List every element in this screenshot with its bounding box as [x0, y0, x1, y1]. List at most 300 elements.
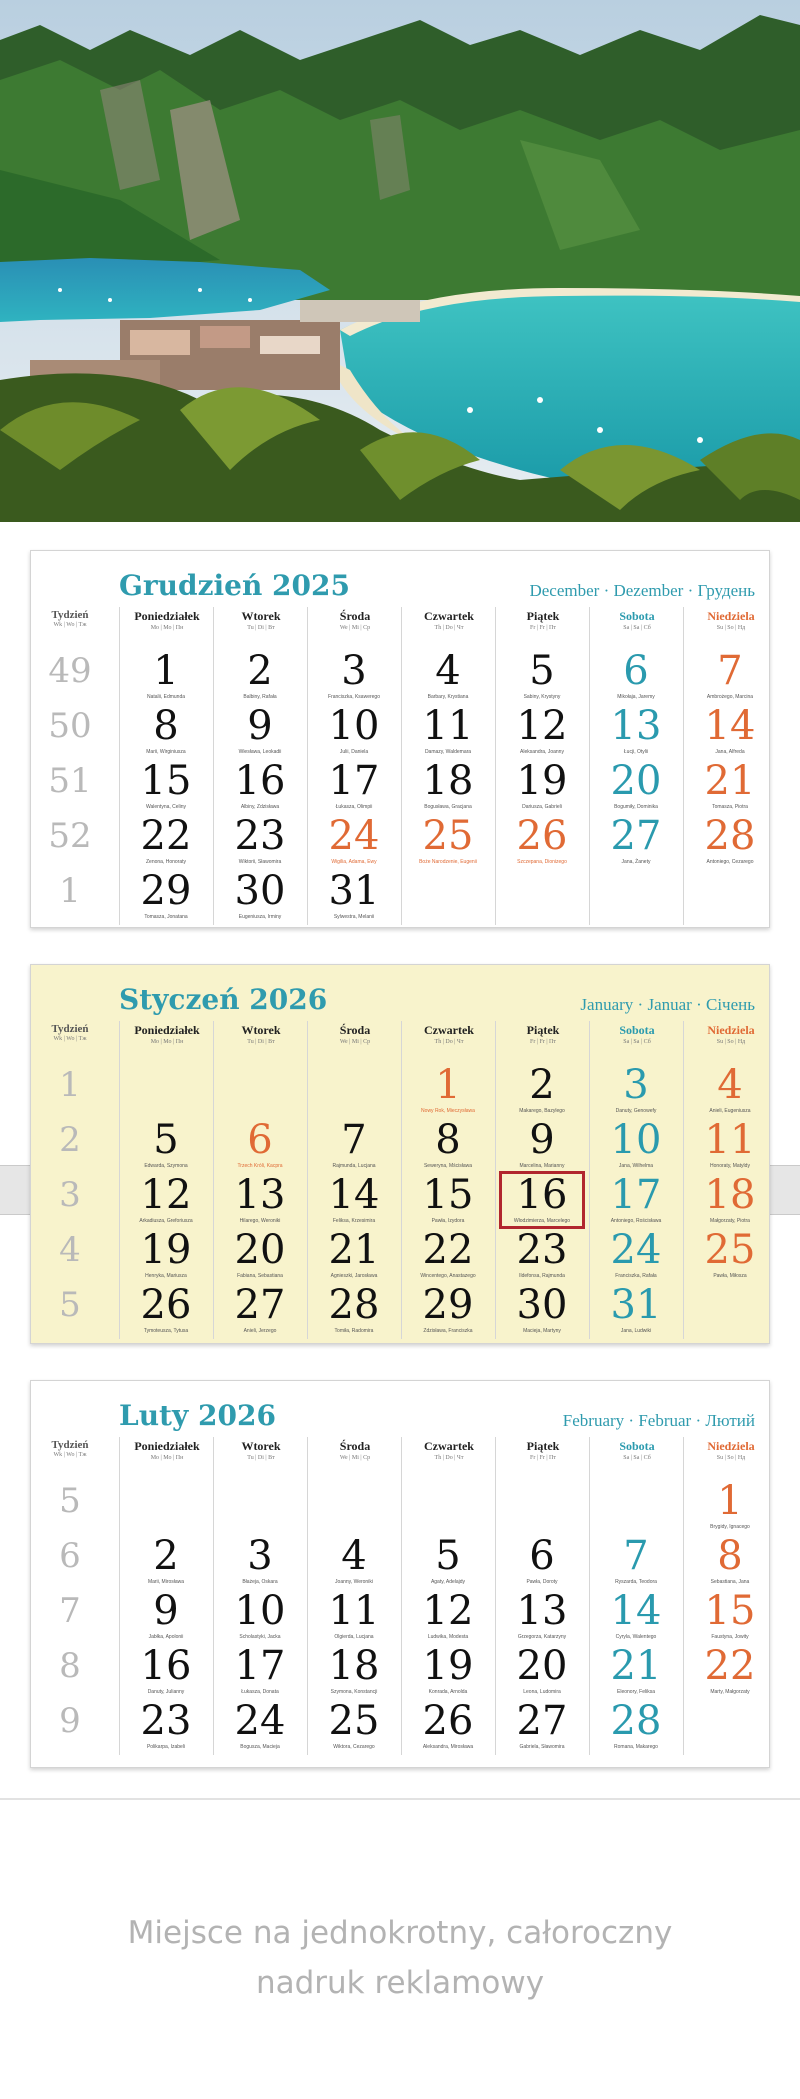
name-day: Brygidy, Ignacego: [710, 1524, 750, 1530]
day-number: 5: [153, 1117, 179, 1163]
day-cell[interactable]: [119, 1228, 213, 1280]
name-day: Franciszka, Ksawerego: [328, 694, 380, 700]
day-number: 20: [610, 758, 662, 804]
name-day: Trzech Króli, Kacpra: [237, 1163, 283, 1169]
weekday-label: Wtorek: [241, 1023, 281, 1037]
name-day: Tomasza, Piotra: [712, 804, 748, 810]
day-number: 14: [610, 1588, 662, 1634]
day-cell[interactable]: [683, 704, 770, 756]
month-panel-january: [30, 964, 770, 1344]
day-number: 19: [140, 1227, 192, 1273]
name-day: Bogusza, Macieja: [240, 1744, 280, 1750]
day-cell[interactable]: [119, 759, 213, 811]
day-cell[interactable]: [213, 1283, 307, 1335]
weekday-subtitle: We | Mi | Ср: [339, 1039, 371, 1045]
day-number: 10: [328, 703, 380, 749]
day-cell[interactable]: [589, 1228, 683, 1280]
name-day: Wincentego, Anastazego: [420, 1273, 476, 1279]
day-cell[interactable]: [213, 814, 307, 866]
day-number: 2: [247, 648, 273, 694]
name-day: Franciszka, Rafała: [615, 1273, 657, 1279]
day-number: 14: [328, 1172, 380, 1218]
name-day: Tomasza, Jonatana: [144, 914, 188, 920]
day-cell[interactable]: [495, 1589, 589, 1641]
day-cell[interactable]: [401, 704, 495, 756]
today-marker: [499, 1171, 585, 1229]
day-number: 7: [341, 1117, 367, 1163]
week-number: 52: [48, 816, 92, 856]
name-day: Ludwika, Modesta: [427, 1634, 469, 1640]
day-number: 13: [234, 1172, 286, 1218]
day-cell[interactable]: [119, 1699, 213, 1751]
week-number: 5: [59, 1285, 81, 1325]
day-cell[interactable]: [683, 759, 770, 811]
day-cell[interactable]: [213, 704, 307, 756]
name-day: Wiesława, Leokadii: [238, 749, 282, 755]
name-day: Anieli, Jerzego: [243, 1328, 277, 1334]
day-number: 25: [704, 1227, 756, 1273]
weekday-subtitle: Mo | Mo | Пн: [150, 1455, 184, 1461]
day-cell[interactable]: [213, 1589, 307, 1641]
day-cell[interactable]: [495, 1283, 589, 1335]
name-day: Danuty, Genowefy: [615, 1108, 657, 1114]
day-cell[interactable]: [307, 869, 401, 921]
day-cell[interactable]: [589, 1534, 683, 1586]
day-cell[interactable]: [119, 1644, 213, 1696]
weekday-header: [308, 1439, 402, 1461]
weekday-subtitle: Fr | Fr | Пт: [529, 1039, 557, 1045]
day-cell[interactable]: [589, 1063, 683, 1115]
name-day: Seweryna, Mścisława: [423, 1163, 473, 1169]
day-cell[interactable]: [119, 1589, 213, 1641]
day-cell[interactable]: [683, 1228, 770, 1280]
day-cell[interactable]: [495, 759, 589, 811]
day-cell[interactable]: [495, 649, 589, 701]
month-title-alt: January · Januar · Січень: [580, 995, 755, 1014]
day-number: 19: [516, 758, 568, 804]
name-day: Macieja, Martyny: [523, 1328, 561, 1334]
weekday-header: [496, 1023, 590, 1045]
day-number: 20: [516, 1643, 568, 1689]
weekday-subtitle: Fr | Fr | Пт: [529, 625, 557, 631]
week-header-sub: Wk | Wo | Тж: [53, 1452, 87, 1458]
name-day: Antoniego, Rościsława: [610, 1218, 662, 1224]
name-day: Honoraty, Matyldy: [710, 1163, 750, 1169]
day-number: 19: [422, 1643, 474, 1689]
day-cell[interactable]: [401, 1228, 495, 1280]
day-cell[interactable]: [213, 1118, 307, 1170]
name-day: Anieli, Eugeniusza: [709, 1108, 751, 1114]
day-cell[interactable]: [401, 1173, 495, 1225]
day-number: 3: [623, 1062, 649, 1108]
day-cell[interactable]: [119, 704, 213, 756]
day-number: 22: [140, 813, 192, 859]
name-day: Jana, Ludwiki: [620, 1328, 652, 1334]
day-cell[interactable]: [119, 1118, 213, 1170]
name-day: Marii, Wirginiusza: [146, 749, 186, 755]
day-number: 29: [422, 1282, 474, 1328]
name-day: Agnieszki, Jarosława: [330, 1273, 378, 1279]
weekday-header: [214, 1439, 308, 1461]
name-day: Łukasza, Donata: [241, 1689, 279, 1695]
day-number: 27: [610, 813, 662, 859]
day-cell[interactable]: [401, 759, 495, 811]
name-day: Bogusława, Gracjana: [424, 804, 472, 810]
name-day: Arkadiusza, Greforiusza: [139, 1218, 193, 1224]
day-number: 11: [422, 703, 474, 749]
day-number: 13: [516, 1588, 568, 1634]
month-title: Luty 2026: [119, 1399, 276, 1432]
day-cell[interactable]: [589, 1173, 683, 1225]
weekday-subtitle: Fr | Fr | Пт: [529, 1455, 557, 1461]
name-day: Eleonory, Feliksa: [617, 1689, 655, 1695]
day-number: 30: [234, 868, 286, 914]
day-cell[interactable]: [213, 869, 307, 921]
day-cell[interactable]: [119, 1283, 213, 1335]
day-cell[interactable]: [213, 1699, 307, 1751]
day-number: 31: [610, 1282, 662, 1328]
day-number: 6: [529, 1533, 555, 1579]
day-number: 23: [140, 1698, 192, 1744]
weekday-label: Niedziela: [707, 1023, 755, 1037]
name-day: Sylwestra, Melanii: [333, 914, 375, 920]
day-cell[interactable]: [683, 1479, 770, 1531]
day-cell[interactable]: [683, 649, 770, 701]
name-day: Jana, Wilhelma: [618, 1163, 654, 1169]
weekday-subtitle: Su | So | Нд: [716, 625, 746, 631]
name-day: Mikołaja, Jaremy: [617, 694, 655, 700]
name-day: Agaty, Adelajdy: [430, 1579, 466, 1585]
name-day: Jana, Żanety: [621, 859, 651, 865]
day-number: 18: [328, 1643, 380, 1689]
day-cell[interactable]: [307, 1118, 401, 1170]
day-number: 26: [422, 1698, 474, 1744]
name-day: Romana, Makarego: [614, 1744, 658, 1750]
day-number: 7: [717, 648, 743, 694]
name-day: Wiktora, Cezarego: [333, 1744, 375, 1750]
name-day: Ryszarda, Teodora: [615, 1579, 657, 1585]
day-number: 8: [435, 1117, 461, 1163]
day-cell[interactable]: [307, 649, 401, 701]
name-day: Zenona, Honoraty: [145, 859, 187, 865]
day-number: 13: [610, 703, 662, 749]
day-cell[interactable]: [401, 1534, 495, 1586]
day-number: 29: [140, 868, 192, 914]
day-cell[interactable]: [213, 1173, 307, 1225]
day-cell[interactable]: [307, 1228, 401, 1280]
day-number: 15: [422, 1172, 474, 1218]
day-cell[interactable]: [589, 814, 683, 866]
name-day: Konrada, Arnolda: [428, 1689, 468, 1695]
day-cell[interactable]: [307, 1534, 401, 1586]
day-number: 17: [610, 1172, 662, 1218]
weekday-subtitle: Tu | Di | Вт: [247, 1039, 275, 1045]
day-cell[interactable]: [307, 1173, 401, 1225]
day-cell[interactable]: [495, 1534, 589, 1586]
day-number: 24: [234, 1698, 286, 1744]
week-number: 3: [59, 1175, 81, 1215]
name-day: Nowy Rok, Mieczysława: [421, 1108, 475, 1114]
name-day: Włodzimierza, Marcelego: [513, 1218, 571, 1224]
weekday-subtitle: Su | So | Нд: [716, 1455, 746, 1461]
day-cell[interactable]: [683, 1118, 770, 1170]
name-day: Grzegorza, Katarzyny: [517, 1634, 567, 1640]
weekday-label: Niedziela: [707, 609, 755, 623]
weekday-label: Sobota: [619, 1023, 655, 1037]
day-number: 22: [422, 1227, 474, 1273]
name-day: Danuty, Julianny: [147, 1689, 185, 1695]
day-cell[interactable]: [307, 1283, 401, 1335]
advertising-placeholder: [0, 1908, 800, 2008]
name-day: Feliksa, Krzesimira: [332, 1218, 376, 1224]
weekday-subtitle: Tu | Di | Вт: [247, 625, 275, 631]
day-cell[interactable]: [401, 1699, 495, 1751]
name-day: Walentyna, Celiny: [145, 804, 187, 810]
day-cell[interactable]: [119, 869, 213, 921]
day-cell[interactable]: [401, 1589, 495, 1641]
day-number: 21: [704, 758, 756, 804]
weekday-header: [590, 1439, 684, 1461]
month-title-alt: December · Dezember · Грудень: [529, 581, 755, 600]
week-number: 51: [48, 761, 92, 801]
week-number: 50: [48, 706, 92, 746]
day-number: 15: [704, 1588, 756, 1634]
weekday-header: [214, 609, 308, 631]
day-cell[interactable]: [495, 1644, 589, 1696]
day-number: 23: [234, 813, 286, 859]
day-number: 11: [704, 1117, 756, 1163]
weekday-header: [120, 1023, 214, 1045]
name-day: Marii, Mirosława: [147, 1579, 185, 1585]
weekday-header: [308, 1023, 402, 1045]
day-cell[interactable]: [589, 1589, 683, 1641]
day-cell[interactable]: [119, 814, 213, 866]
day-cell[interactable]: [401, 1283, 495, 1335]
weekday-subtitle: We | Mi | Ср: [339, 1455, 371, 1461]
name-day: Dariusza, Gabrieli: [522, 804, 562, 810]
weekday-label: Poniedziałek: [134, 609, 200, 623]
tropical-bay-photo: [0, 0, 800, 522]
week-number: 9: [59, 1701, 81, 1741]
day-number: 11: [328, 1588, 380, 1634]
week-number: 49: [48, 651, 92, 691]
day-number: 1: [717, 1478, 743, 1524]
day-cell[interactable]: [683, 1173, 770, 1225]
day-number: 25: [328, 1698, 380, 1744]
day-number: 3: [341, 648, 367, 694]
day-number: 16: [516, 1172, 568, 1218]
weekday-header: [120, 609, 214, 631]
name-day: Zdzisława, Franciszka: [423, 1328, 473, 1334]
name-day: Pawła, Doroty: [526, 1579, 558, 1585]
day-cell[interactable]: [119, 1173, 213, 1225]
day-number: 8: [153, 703, 179, 749]
name-day: Scholastyki, Jacka: [239, 1634, 281, 1640]
name-day: Aleksandra, Joanny: [520, 749, 564, 755]
weekday-header: [684, 1023, 770, 1045]
day-cell[interactable]: [307, 1589, 401, 1641]
day-number: 28: [610, 1698, 662, 1744]
weekday-header: [496, 1439, 590, 1461]
day-cell[interactable]: [589, 649, 683, 701]
day-number: 3: [247, 1533, 273, 1579]
day-cell[interactable]: [401, 1063, 495, 1115]
day-cell[interactable]: [401, 814, 495, 866]
day-number: 2: [153, 1533, 179, 1579]
day-number: 9: [529, 1117, 555, 1163]
weekday-label: Sobota: [619, 609, 655, 623]
day-number: 10: [234, 1588, 286, 1634]
day-number: 16: [140, 1643, 192, 1689]
day-number: 23: [516, 1227, 568, 1273]
day-number: 8: [717, 1533, 743, 1579]
day-number: 9: [153, 1588, 179, 1634]
day-number: 10: [610, 1117, 662, 1163]
day-cell[interactable]: [683, 1063, 770, 1115]
name-day: Aleksandra, Mirosława: [422, 1744, 474, 1750]
day-number: 24: [610, 1227, 662, 1273]
name-day: Gabriela, Sławomira: [519, 1744, 565, 1750]
day-number: 6: [623, 648, 649, 694]
name-day: Boże Narodzenie, Eugenii: [419, 859, 477, 865]
weekday-subtitle: Mo | Mo | Пн: [150, 1039, 184, 1045]
day-number: 5: [529, 648, 555, 694]
day-cell[interactable]: [213, 1534, 307, 1586]
day-number: 12: [140, 1172, 192, 1218]
day-number: 25: [422, 813, 474, 859]
weekday-label: Wtorek: [241, 609, 281, 623]
day-number: 12: [422, 1588, 474, 1634]
day-number: 14: [704, 703, 756, 749]
day-number: 15: [140, 758, 192, 804]
day-cell[interactable]: [495, 1699, 589, 1751]
day-cell[interactable]: [589, 704, 683, 756]
name-day: Barbary, Krystiana: [427, 694, 469, 700]
day-cell[interactable]: [213, 1644, 307, 1696]
weekday-label: Piątek: [526, 609, 560, 623]
name-day: Fabiana, Sebastiana: [237, 1273, 283, 1279]
day-number: 4: [435, 648, 461, 694]
day-cell[interactable]: [589, 1644, 683, 1696]
day-cell[interactable]: [589, 759, 683, 811]
week-column-header: [35, 1439, 105, 1458]
weekday-subtitle: Tu | Di | Вт: [247, 1455, 275, 1461]
weekday-label: Sobota: [619, 1439, 655, 1453]
day-cell[interactable]: [307, 1699, 401, 1751]
day-number: 5: [435, 1533, 461, 1579]
month-grid: [31, 1437, 770, 1755]
name-day: Wigilia, Adama, Ewy: [331, 859, 377, 865]
weekday-header: [684, 609, 770, 631]
day-cell[interactable]: [401, 649, 495, 701]
day-cell[interactable]: [307, 759, 401, 811]
day-cell[interactable]: [213, 1228, 307, 1280]
name-day: Makarego, Bazylego: [519, 1108, 565, 1114]
day-number: 17: [328, 758, 380, 804]
day-cell[interactable]: [589, 1118, 683, 1170]
day-number: 21: [610, 1643, 662, 1689]
name-day: Marcelina, Marianny: [519, 1163, 565, 1169]
day-number: 27: [516, 1698, 568, 1744]
day-cell[interactable]: [683, 1589, 770, 1641]
day-cell[interactable]: [119, 649, 213, 701]
day-number: 30: [516, 1282, 568, 1328]
day-cell[interactable]: [401, 1118, 495, 1170]
weekday-label: Wtorek: [241, 1439, 281, 1453]
day-cell[interactable]: [589, 1699, 683, 1751]
day-cell[interactable]: [119, 1534, 213, 1586]
month-panel-february: [30, 1380, 770, 1768]
name-day: Henryka, Mariusza: [145, 1273, 187, 1279]
week-number: 1: [59, 871, 81, 911]
weekday-label: Czwartek: [424, 1023, 474, 1037]
name-day: Jana, Alfreda: [715, 749, 745, 755]
name-day: Małgorzaty, Piotra: [710, 1218, 750, 1224]
day-cell[interactable]: [495, 814, 589, 866]
day-cell[interactable]: [495, 1118, 589, 1170]
name-day: Bogumiły, Dominika: [614, 804, 658, 810]
day-cell[interactable]: [683, 1534, 770, 1586]
day-number: 6: [247, 1117, 273, 1163]
week-header-sub: Wk | Wo | Тж: [53, 622, 87, 628]
name-day: Łukasza, Olimpii: [335, 804, 373, 810]
day-cell[interactable]: [307, 1644, 401, 1696]
day-number: 4: [341, 1533, 367, 1579]
day-cell[interactable]: [307, 814, 401, 866]
name-day: Sabiny, Krystyny: [523, 694, 561, 700]
name-day: Rajmunda, Lucjana: [332, 1163, 376, 1169]
name-day: Faustyna, Jowity: [711, 1634, 749, 1640]
header-photo: [0, 0, 800, 522]
day-number: 18: [704, 1172, 756, 1218]
day-cell[interactable]: [495, 1228, 589, 1280]
day-number: 7: [623, 1533, 649, 1579]
name-day: Ambrożego, Marcina: [706, 694, 754, 700]
day-number: 1: [435, 1062, 461, 1108]
day-cell[interactable]: [401, 1644, 495, 1696]
day-cell[interactable]: [213, 759, 307, 811]
day-cell[interactable]: [495, 1063, 589, 1115]
month-grid: [31, 607, 770, 925]
bottom-divider: [0, 1798, 800, 1800]
day-cell[interactable]: [213, 649, 307, 701]
name-day: Julii, Daniela: [339, 749, 369, 755]
day-number: 22: [704, 1643, 756, 1689]
name-day: Sebastiana, Jana: [710, 1579, 750, 1585]
day-number: 26: [516, 813, 568, 859]
day-number: 27: [234, 1282, 286, 1328]
weekday-label: Poniedziałek: [134, 1439, 200, 1453]
weekday-subtitle: Sa | Sa | Сб: [623, 1455, 651, 1461]
weekday-subtitle: Th | Do | Чт: [434, 625, 464, 631]
weekday-subtitle: Mo | Mo | Пн: [150, 625, 184, 631]
day-cell[interactable]: [307, 704, 401, 756]
name-day: Szczepana, Dionizego: [517, 859, 567, 865]
weekday-label: Środa: [339, 609, 371, 623]
weekday-label: Środa: [339, 1023, 371, 1037]
day-cell[interactable]: [683, 1644, 770, 1696]
name-day: Łucji, Otylii: [623, 749, 649, 755]
week-number: 8: [59, 1646, 81, 1686]
weekday-label: Niedziela: [707, 1439, 755, 1453]
name-day: Antoniego, Cezarego: [706, 859, 754, 865]
name-day: Edwarda, Szymona: [144, 1163, 188, 1169]
name-day: Marty, Małgorzaty: [710, 1689, 750, 1695]
day-cell[interactable]: [495, 704, 589, 756]
day-cell[interactable]: [589, 1283, 683, 1335]
day-cell[interactable]: [683, 814, 770, 866]
week-header-label: Tydzień: [51, 609, 89, 621]
